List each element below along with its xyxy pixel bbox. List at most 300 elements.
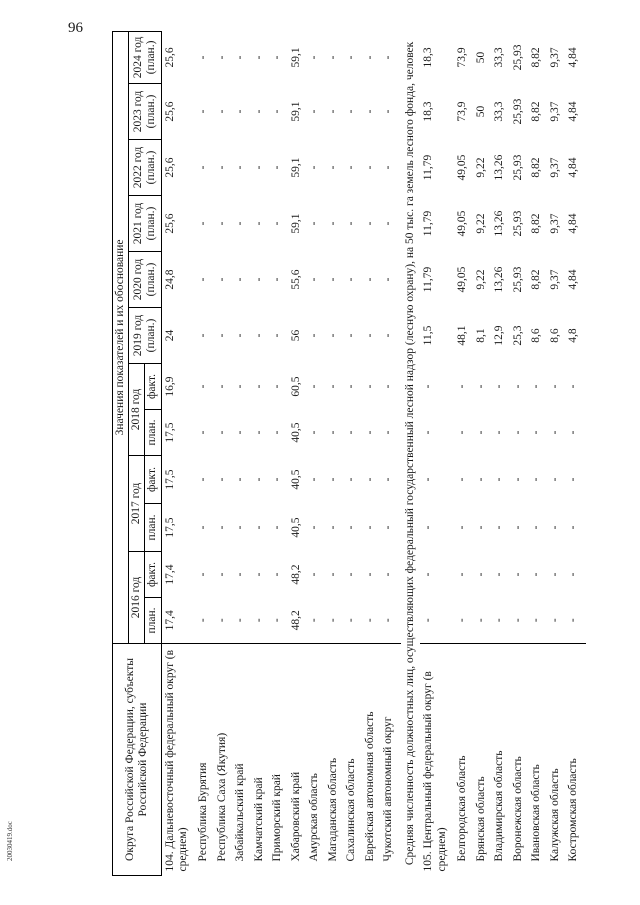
value-cell: - bbox=[234, 333, 247, 338]
region-name: Приморский край bbox=[271, 774, 284, 862]
value-cell: - bbox=[456, 525, 469, 530]
value-cell: - bbox=[234, 430, 247, 435]
value-cell: - bbox=[252, 572, 265, 577]
value-cell: - bbox=[530, 598, 549, 644]
value-cell: - bbox=[308, 477, 321, 482]
value-cell: - bbox=[345, 384, 358, 389]
section-row bbox=[401, 31, 421, 875]
value-cell: - bbox=[456, 572, 469, 577]
value-cell: 25,6 bbox=[163, 101, 176, 122]
value-cell: - bbox=[308, 165, 321, 170]
value-cell: 13,26 bbox=[493, 210, 506, 237]
region-name: Магаданская область bbox=[326, 757, 339, 862]
header-year-2020: 2020 год (план.) bbox=[129, 252, 161, 308]
value-cell: - bbox=[511, 477, 524, 482]
region-name: Владимирская область bbox=[493, 750, 506, 862]
value-cell: - bbox=[456, 384, 469, 389]
value-cell: - bbox=[215, 333, 228, 338]
value-cell: - bbox=[253, 598, 272, 644]
value-cell: - bbox=[549, 598, 568, 644]
value-cell: - bbox=[382, 55, 395, 60]
value-cell: 12,9 bbox=[493, 325, 506, 346]
value-cell: - bbox=[326, 572, 339, 577]
region-name: Воронежская область bbox=[511, 756, 524, 862]
header-year-2016: 2016 год bbox=[129, 552, 145, 644]
value-cell: - bbox=[326, 55, 339, 60]
value-cell: - bbox=[567, 430, 580, 435]
value-cell: - bbox=[456, 598, 475, 644]
value-cell: - bbox=[308, 572, 321, 577]
value-cell: 60,5 bbox=[289, 376, 302, 397]
header-year-2019: 2019 год (план.) bbox=[129, 308, 161, 364]
value-cell: 25,6 bbox=[163, 213, 176, 234]
value-cell: 18,3 bbox=[422, 47, 435, 68]
value-cell: 40,5 bbox=[289, 469, 302, 490]
value-cell: - bbox=[271, 277, 284, 282]
value-cell: - bbox=[252, 430, 265, 435]
value-cell: 4,84 bbox=[567, 269, 580, 290]
value-cell: - bbox=[567, 572, 580, 577]
region-name: Амурская область bbox=[308, 773, 321, 862]
value-cell: 11,79 bbox=[422, 154, 435, 181]
value-cell: - bbox=[308, 221, 321, 226]
header-fact: факт. bbox=[145, 552, 161, 598]
value-cell: 9,37 bbox=[548, 47, 561, 68]
value-cell: - bbox=[234, 477, 247, 482]
table-row bbox=[530, 31, 549, 875]
value-cell: - bbox=[308, 430, 321, 435]
header-year-2023: 2023 год (план.) bbox=[129, 84, 161, 140]
value-cell: - bbox=[567, 477, 580, 482]
header-fact: факт. bbox=[145, 364, 161, 410]
value-cell: - bbox=[511, 525, 524, 530]
value-cell: - bbox=[382, 333, 395, 338]
value-cell: - bbox=[215, 165, 228, 170]
value-cell: - bbox=[271, 477, 284, 482]
value-cell: - bbox=[197, 384, 210, 389]
indicators-table bbox=[112, 31, 586, 876]
value-cell: - bbox=[271, 430, 284, 435]
value-cell: - bbox=[345, 55, 358, 60]
value-cell: - bbox=[512, 598, 531, 644]
value-cell: - bbox=[382, 477, 395, 482]
value-cell: 11,5 bbox=[422, 325, 435, 346]
region-name: Сахалинская область bbox=[345, 758, 358, 862]
header-year-2018: 2018 год bbox=[129, 364, 145, 456]
value-cell: - bbox=[382, 277, 395, 282]
value-cell: - bbox=[308, 109, 321, 114]
value-cell: - bbox=[474, 384, 487, 389]
table-row bbox=[234, 31, 253, 875]
table-body bbox=[161, 31, 586, 875]
value-cell: 48,2 bbox=[290, 598, 309, 644]
value-cell: - bbox=[493, 430, 506, 435]
page-number: 96 bbox=[68, 20, 83, 36]
value-cell: 59,1 bbox=[289, 101, 302, 122]
value-cell: - bbox=[363, 55, 376, 60]
value-cell: - bbox=[252, 221, 265, 226]
value-cell: 40,5 bbox=[289, 422, 302, 443]
value-cell: - bbox=[197, 598, 216, 644]
value-cell: - bbox=[326, 165, 339, 170]
value-cell: - bbox=[215, 477, 228, 482]
value-cell: - bbox=[345, 165, 358, 170]
value-cell: - bbox=[197, 333, 210, 338]
value-cell: 9,37 bbox=[548, 101, 561, 122]
value-cell: - bbox=[197, 572, 210, 577]
value-cell: - bbox=[215, 277, 228, 282]
value-cell: 9,22 bbox=[474, 269, 487, 290]
value-cell: 17,5 bbox=[163, 422, 176, 443]
region-name: Республика Бурятия bbox=[197, 762, 210, 862]
value-cell: 59,1 bbox=[289, 213, 302, 234]
value-cell: - bbox=[215, 109, 228, 114]
value-cell: - bbox=[363, 572, 376, 577]
value-cell: 11,79 bbox=[422, 266, 435, 293]
value-cell: - bbox=[474, 430, 487, 435]
value-cell: - bbox=[530, 477, 543, 482]
value-cell: - bbox=[308, 277, 321, 282]
value-cell: - bbox=[548, 384, 561, 389]
value-cell: - bbox=[363, 430, 376, 435]
value-cell: 24,8 bbox=[163, 269, 176, 290]
value-cell: - bbox=[308, 598, 327, 644]
value-cell: - bbox=[567, 384, 580, 389]
value-cell: 8,82 bbox=[530, 101, 543, 122]
value-cell: 55,6 bbox=[289, 269, 302, 290]
value-cell: - bbox=[475, 598, 494, 644]
value-cell: - bbox=[345, 333, 358, 338]
value-cell: - bbox=[382, 598, 401, 644]
table-row bbox=[382, 31, 401, 875]
value-cell: - bbox=[382, 165, 395, 170]
value-cell: 33,3 bbox=[493, 101, 506, 122]
header-year-2024: 2024 год (план.) bbox=[129, 31, 161, 83]
value-cell: - bbox=[326, 109, 339, 114]
table-row bbox=[512, 31, 531, 875]
value-cell: - bbox=[197, 477, 210, 482]
table-row bbox=[253, 31, 272, 875]
value-cell: - bbox=[326, 277, 339, 282]
value-cell: - bbox=[363, 165, 376, 170]
value-cell: 25,93 bbox=[511, 154, 524, 181]
value-cell: 9,37 bbox=[548, 269, 561, 290]
value-cell: 33,3 bbox=[493, 47, 506, 68]
value-cell: 25,93 bbox=[511, 44, 524, 71]
value-cell: 50 bbox=[474, 51, 487, 64]
value-cell: 8,82 bbox=[530, 157, 543, 178]
value-cell: - bbox=[252, 525, 265, 530]
value-cell: 9,37 bbox=[548, 213, 561, 234]
region-name: Калужская область bbox=[548, 768, 561, 862]
value-cell: 16,9 bbox=[163, 376, 176, 397]
value-cell: 4,84 bbox=[567, 47, 580, 68]
value-cell: 73,9 bbox=[456, 101, 469, 122]
value-cell: 25,93 bbox=[511, 210, 524, 237]
value-cell: - bbox=[271, 55, 284, 60]
value-cell: - bbox=[345, 221, 358, 226]
region-name: Костромская область bbox=[567, 758, 580, 862]
table-row bbox=[308, 31, 327, 875]
value-cell: 8,1 bbox=[474, 328, 487, 343]
value-cell: - bbox=[271, 598, 290, 644]
value-cell: - bbox=[345, 598, 364, 644]
value-cell: - bbox=[197, 277, 210, 282]
region-name: Еврейская автономная область bbox=[363, 711, 376, 862]
table-row bbox=[493, 31, 512, 875]
value-cell: - bbox=[234, 55, 247, 60]
header-plan: план. bbox=[145, 410, 161, 456]
value-cell: - bbox=[511, 430, 524, 435]
value-cell: 59,1 bbox=[289, 47, 302, 68]
value-cell: - bbox=[548, 477, 561, 482]
region-name: Белгородская область bbox=[456, 755, 469, 862]
value-cell: - bbox=[345, 572, 358, 577]
value-cell: - bbox=[530, 384, 543, 389]
value-cell: - bbox=[363, 525, 376, 530]
value-cell: - bbox=[197, 55, 210, 60]
value-cell: 49,05 bbox=[456, 210, 469, 237]
value-cell: - bbox=[474, 572, 487, 577]
header-region-name: Округа Российской Федерации, субъекты Российской Федерации bbox=[113, 644, 162, 876]
value-cell: - bbox=[215, 55, 228, 60]
header-year-2021: 2021 год (план.) bbox=[129, 196, 161, 252]
table-row bbox=[456, 31, 475, 875]
value-cell: - bbox=[345, 525, 358, 530]
region-name: Республика Саха (Якутия) bbox=[215, 732, 228, 862]
table-row bbox=[420, 31, 456, 875]
region-name: Ивановская область bbox=[530, 764, 543, 862]
value-cell: - bbox=[308, 55, 321, 60]
value-cell: 13,26 bbox=[493, 154, 506, 181]
value-cell: - bbox=[567, 525, 580, 530]
value-cell: 25,6 bbox=[163, 47, 176, 68]
value-cell: 9,37 bbox=[548, 157, 561, 178]
value-cell: - bbox=[422, 477, 435, 482]
value-cell: - bbox=[493, 384, 506, 389]
value-cell: - bbox=[215, 525, 228, 530]
value-cell: - bbox=[216, 598, 235, 644]
table-row bbox=[567, 31, 586, 875]
value-cell: - bbox=[382, 430, 395, 435]
header-year-2022: 2022 год (план.) bbox=[129, 140, 161, 196]
value-cell: - bbox=[197, 221, 210, 226]
value-cell: 8,82 bbox=[530, 269, 543, 290]
value-cell: - bbox=[548, 525, 561, 530]
value-cell: - bbox=[548, 430, 561, 435]
header-plan: план. bbox=[145, 598, 161, 644]
value-cell: 25,93 bbox=[511, 266, 524, 293]
value-cell: - bbox=[234, 384, 247, 389]
value-cell: - bbox=[326, 221, 339, 226]
table-row bbox=[216, 31, 235, 875]
value-cell: - bbox=[252, 165, 265, 170]
value-cell: - bbox=[345, 109, 358, 114]
value-cell: - bbox=[363, 384, 376, 389]
region-name: 104. Дальневосточный федеральный округ (в среднем) bbox=[163, 649, 190, 872]
value-cell: - bbox=[493, 525, 506, 530]
value-cell: - bbox=[345, 477, 358, 482]
table-row bbox=[197, 31, 216, 875]
value-cell: - bbox=[456, 477, 469, 482]
region-name: Камчатский край bbox=[252, 777, 265, 862]
value-cell: - bbox=[422, 430, 435, 435]
value-cell: - bbox=[422, 572, 435, 577]
value-cell: - bbox=[474, 477, 487, 482]
table-row bbox=[364, 31, 383, 875]
table-row bbox=[475, 31, 494, 875]
value-cell: - bbox=[234, 277, 247, 282]
header-fact: факт. bbox=[145, 456, 161, 504]
value-cell: - bbox=[215, 221, 228, 226]
value-cell: - bbox=[252, 333, 265, 338]
value-cell: - bbox=[420, 598, 456, 644]
region-name: 105. Центральный федеральный округ (в среднем) bbox=[422, 671, 449, 872]
value-cell: 4,84 bbox=[567, 213, 580, 234]
footer-filename: 20030419.doc bbox=[6, 821, 14, 861]
value-cell: - bbox=[456, 430, 469, 435]
value-cell: - bbox=[234, 221, 247, 226]
value-cell: 48,2 bbox=[289, 564, 302, 585]
value-cell: 73,9 bbox=[456, 47, 469, 68]
region-name: Хабаровский край bbox=[289, 771, 302, 862]
value-cell: - bbox=[363, 277, 376, 282]
value-cell: - bbox=[530, 525, 543, 530]
value-cell: 9,22 bbox=[474, 213, 487, 234]
value-cell: 8,6 bbox=[530, 328, 543, 343]
header-year-2017: 2017 год bbox=[129, 456, 145, 552]
value-cell: 4,84 bbox=[567, 101, 580, 122]
value-cell: - bbox=[252, 384, 265, 389]
value-cell: - bbox=[271, 384, 284, 389]
value-cell: - bbox=[493, 598, 512, 644]
value-cell: - bbox=[511, 384, 524, 389]
value-cell: - bbox=[234, 598, 253, 644]
value-cell: - bbox=[382, 109, 395, 114]
value-cell: 8,82 bbox=[530, 47, 543, 68]
value-cell: - bbox=[271, 109, 284, 114]
value-cell: - bbox=[252, 109, 265, 114]
value-cell: - bbox=[326, 430, 339, 435]
value-cell: - bbox=[215, 572, 228, 577]
value-cell: 25,3 bbox=[511, 325, 524, 346]
value-cell: 17,5 bbox=[163, 469, 176, 490]
value-cell: 24 bbox=[163, 329, 176, 342]
region-name: Чукотский автономный округ bbox=[382, 716, 395, 862]
value-cell: - bbox=[308, 333, 321, 338]
value-cell: - bbox=[197, 165, 210, 170]
value-cell: - bbox=[271, 165, 284, 170]
table-row bbox=[549, 31, 568, 875]
table-row bbox=[327, 31, 346, 875]
value-cell: - bbox=[363, 109, 376, 114]
value-cell: - bbox=[345, 430, 358, 435]
value-cell: - bbox=[363, 477, 376, 482]
value-cell: 11,79 bbox=[422, 210, 435, 237]
value-cell: - bbox=[548, 572, 561, 577]
value-cell: 59,1 bbox=[289, 157, 302, 178]
value-cell: - bbox=[215, 430, 228, 435]
table-header bbox=[113, 31, 162, 875]
value-cell: - bbox=[493, 477, 506, 482]
value-cell: 40,5 bbox=[289, 517, 302, 538]
value-cell: 49,05 bbox=[456, 266, 469, 293]
value-cell: 8,6 bbox=[548, 328, 561, 343]
region-name: Брянская область bbox=[474, 776, 487, 862]
table-row bbox=[161, 31, 197, 875]
value-cell: 25,6 bbox=[163, 157, 176, 178]
value-cell: - bbox=[197, 525, 210, 530]
value-cell: - bbox=[422, 384, 435, 389]
value-cell: - bbox=[215, 384, 228, 389]
value-cell: 18,3 bbox=[422, 101, 435, 122]
header-plan: план. bbox=[145, 504, 161, 552]
value-cell: 48,1 bbox=[456, 325, 469, 346]
value-cell: - bbox=[271, 525, 284, 530]
value-cell: 17,4 bbox=[163, 564, 176, 585]
value-cell: - bbox=[345, 277, 358, 282]
value-cell: - bbox=[234, 525, 247, 530]
value-cell: - bbox=[530, 572, 543, 577]
value-cell: - bbox=[382, 572, 395, 577]
value-cell: - bbox=[197, 109, 210, 114]
value-cell: - bbox=[326, 384, 339, 389]
value-cell: - bbox=[382, 525, 395, 530]
value-cell: 17,4 bbox=[161, 598, 197, 644]
value-cell: 13,26 bbox=[493, 266, 506, 293]
value-cell: 4,84 bbox=[567, 157, 580, 178]
value-cell: - bbox=[363, 221, 376, 226]
value-cell: - bbox=[326, 333, 339, 338]
value-cell: 9,22 bbox=[474, 157, 487, 178]
table-row bbox=[345, 31, 364, 875]
value-cell: - bbox=[364, 598, 383, 644]
value-cell: - bbox=[326, 525, 339, 530]
value-cell: - bbox=[567, 598, 586, 644]
value-cell: - bbox=[308, 384, 321, 389]
value-cell: 8,82 bbox=[530, 213, 543, 234]
value-cell: - bbox=[197, 430, 210, 435]
value-cell: - bbox=[271, 333, 284, 338]
value-cell: - bbox=[327, 598, 346, 644]
value-cell: 49,05 bbox=[456, 154, 469, 181]
value-cell: - bbox=[234, 572, 247, 577]
value-cell: - bbox=[382, 221, 395, 226]
section-title: Средняя численность должностных лиц, осуществляющих федеральный государственный лесной надзор (лесную охрану), на 50 тыс. га земель лесного фонда, человек bbox=[403, 41, 416, 866]
value-cell: - bbox=[234, 109, 247, 114]
value-cell: 25,93 bbox=[511, 98, 524, 125]
value-cell: - bbox=[382, 384, 395, 389]
value-cell: 56 bbox=[289, 329, 302, 342]
value-cell: - bbox=[422, 525, 435, 530]
header-values-group: Значения показателей и их обоснование bbox=[113, 31, 129, 643]
value-cell: - bbox=[530, 430, 543, 435]
value-cell: - bbox=[363, 333, 376, 338]
region-name: Забайкальский край bbox=[234, 763, 247, 862]
value-cell: - bbox=[271, 572, 284, 577]
value-cell: - bbox=[511, 572, 524, 577]
value-cell: - bbox=[252, 277, 265, 282]
value-cell: 17,5 bbox=[163, 517, 176, 538]
value-cell: - bbox=[493, 572, 506, 577]
value-cell: - bbox=[271, 221, 284, 226]
value-cell: 4,8 bbox=[567, 328, 580, 343]
table-row bbox=[271, 31, 290, 875]
rotated-table-container bbox=[112, 32, 612, 876]
value-cell: - bbox=[234, 165, 247, 170]
value-cell: - bbox=[474, 525, 487, 530]
table-row bbox=[290, 31, 309, 875]
